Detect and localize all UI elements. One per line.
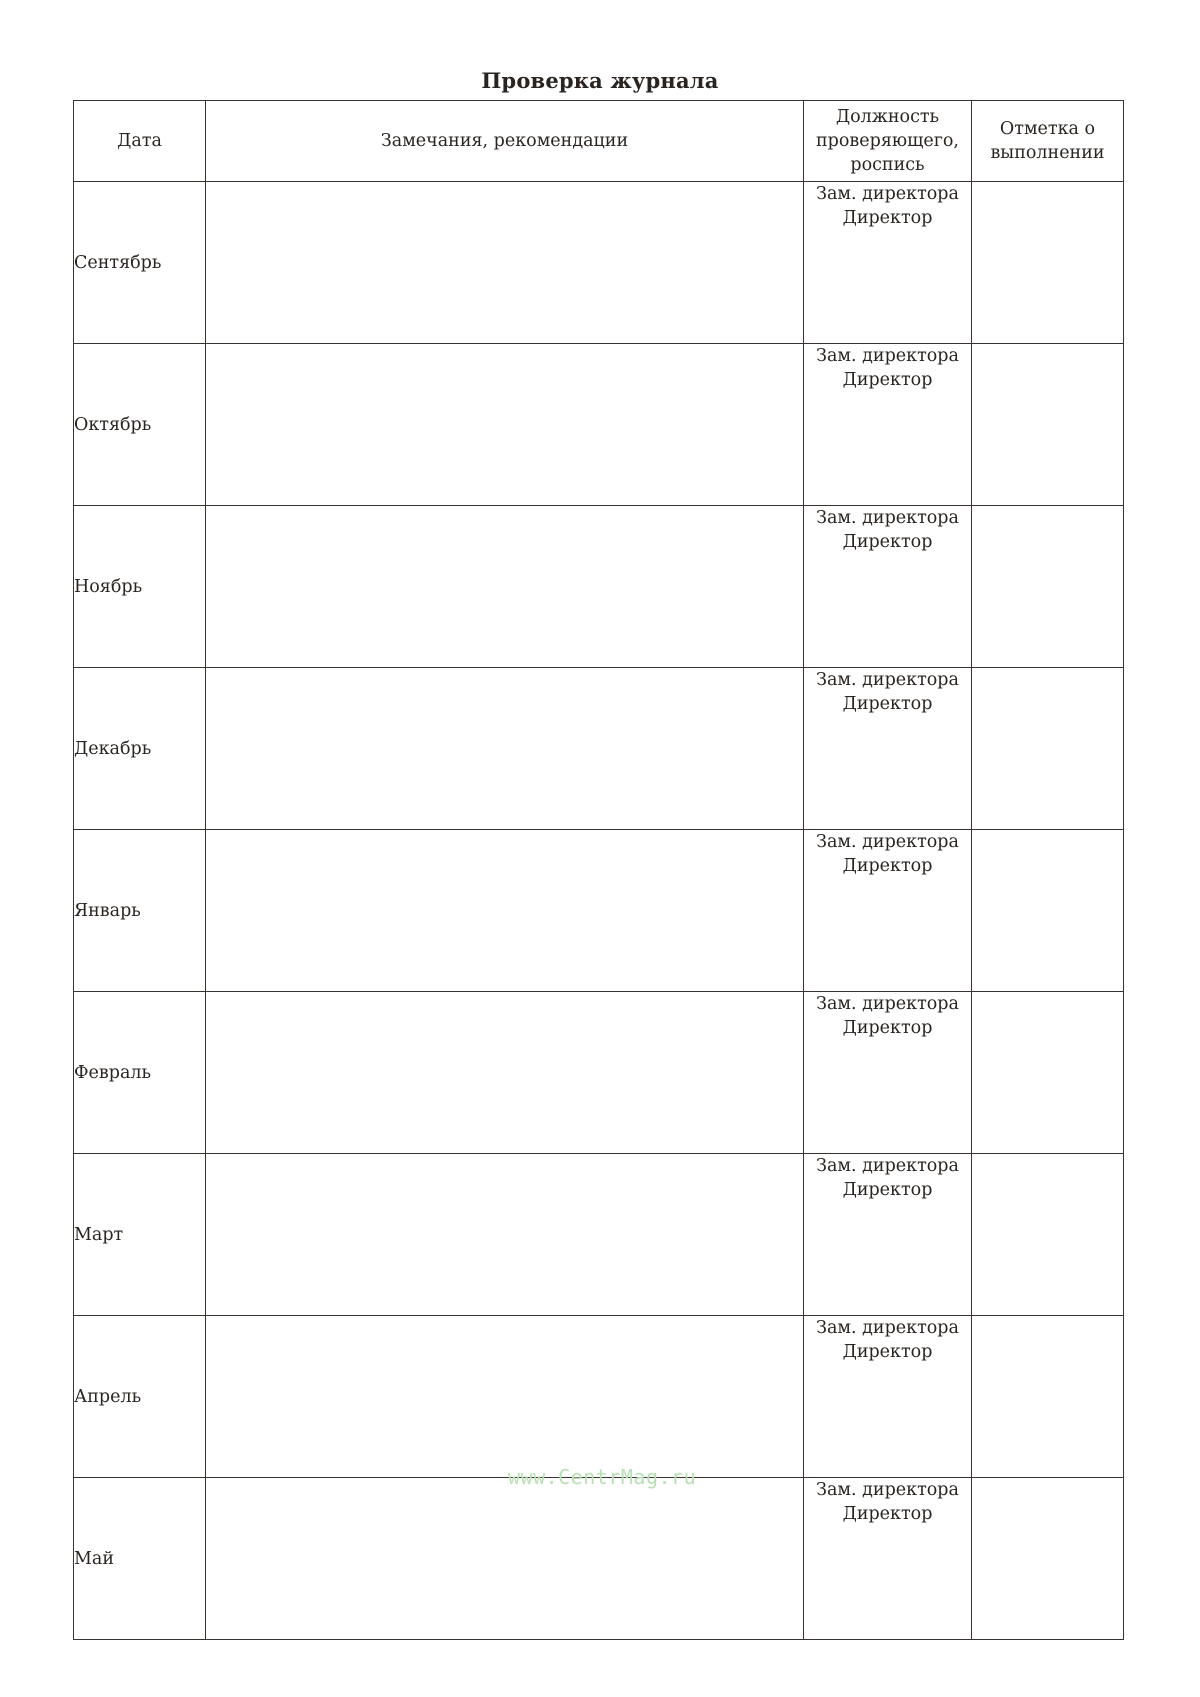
month-cell: Декабрь xyxy=(74,668,206,830)
notes-cell[interactable] xyxy=(206,182,804,344)
mark-cell[interactable] xyxy=(972,182,1124,344)
position-director: Директор xyxy=(842,1180,933,1200)
position-director: Директор xyxy=(842,370,933,390)
header-position xyxy=(804,101,972,182)
position-cell xyxy=(804,668,972,830)
notes-cell[interactable] xyxy=(206,506,804,668)
mark-cell[interactable] xyxy=(972,992,1124,1154)
header-date: Дата xyxy=(74,101,206,182)
position-cell xyxy=(804,992,972,1154)
mark-cell[interactable] xyxy=(972,1478,1124,1640)
position-cell xyxy=(804,344,972,506)
month-cell: Апрель xyxy=(74,1316,206,1478)
table-row xyxy=(74,1316,1124,1478)
month-cell: Октябрь xyxy=(74,344,206,506)
month-cell: Январь xyxy=(74,830,206,992)
header-position-line-1: Должность xyxy=(835,107,940,127)
header-mark xyxy=(972,101,1124,182)
position-deputy: Зам. директора xyxy=(816,508,959,528)
notes-cell[interactable] xyxy=(206,1154,804,1316)
position-director: Директор xyxy=(842,1504,933,1524)
position-deputy: Зам. директора xyxy=(816,1480,959,1500)
position-cell xyxy=(804,506,972,668)
notes-cell[interactable] xyxy=(206,1478,804,1640)
position-director: Директор xyxy=(842,1342,933,1362)
month-cell: Сентябрь xyxy=(74,182,206,344)
header-position-line-3: роспись xyxy=(850,155,925,175)
position-cell xyxy=(804,1478,972,1640)
table-row xyxy=(74,506,1124,668)
mark-cell[interactable] xyxy=(972,1316,1124,1478)
table-row xyxy=(74,182,1124,344)
table-row xyxy=(74,830,1124,992)
notes-cell[interactable] xyxy=(206,1316,804,1478)
mark-cell[interactable] xyxy=(972,830,1124,992)
mark-cell[interactable] xyxy=(972,1154,1124,1316)
header-mark-line-2: выполнении xyxy=(990,143,1105,163)
notes-cell[interactable] xyxy=(206,992,804,1154)
month-cell: Ноябрь xyxy=(74,506,206,668)
table-header-row xyxy=(74,101,1124,182)
notes-cell[interactable] xyxy=(206,344,804,506)
position-cell xyxy=(804,830,972,992)
table-row xyxy=(74,344,1124,506)
position-cell xyxy=(804,1316,972,1478)
mark-cell[interactable] xyxy=(972,506,1124,668)
month-cell: Март xyxy=(74,1154,206,1316)
page-title: Проверка журнала xyxy=(481,68,719,93)
header-mark-line-1: Отметка о xyxy=(999,119,1096,139)
table-row xyxy=(74,668,1124,830)
table-row xyxy=(74,1154,1124,1316)
mark-cell[interactable] xyxy=(972,668,1124,830)
watermark: www.CentrMag.ru xyxy=(508,1465,697,1489)
position-deputy: Зам. директора xyxy=(816,994,959,1014)
month-cell: Май xyxy=(74,1478,206,1640)
table-row xyxy=(74,1478,1124,1640)
position-deputy: Зам. директора xyxy=(816,1156,959,1176)
mark-cell[interactable] xyxy=(972,344,1124,506)
notes-cell[interactable] xyxy=(206,830,804,992)
position-director: Директор xyxy=(842,1018,933,1038)
notes-cell[interactable] xyxy=(206,668,804,830)
month-cell: Февраль xyxy=(74,992,206,1154)
position-director: Директор xyxy=(842,208,933,228)
position-deputy: Зам. директора xyxy=(816,184,959,204)
header-position-line-2: проверяющего, xyxy=(816,131,959,151)
position-director: Директор xyxy=(842,532,933,552)
position-deputy: Зам. директора xyxy=(816,346,959,366)
position-director: Директор xyxy=(842,694,933,714)
position-cell xyxy=(804,182,972,344)
header-notes: Замечания, рекомендации xyxy=(206,101,804,182)
journal-check-table xyxy=(73,100,1124,1640)
position-deputy: Зам. директора xyxy=(816,1318,959,1338)
position-director: Директор xyxy=(842,856,933,876)
position-deputy: Зам. директора xyxy=(816,670,959,690)
table-row xyxy=(74,992,1124,1154)
position-cell xyxy=(804,1154,972,1316)
position-deputy: Зам. директора xyxy=(816,832,959,852)
